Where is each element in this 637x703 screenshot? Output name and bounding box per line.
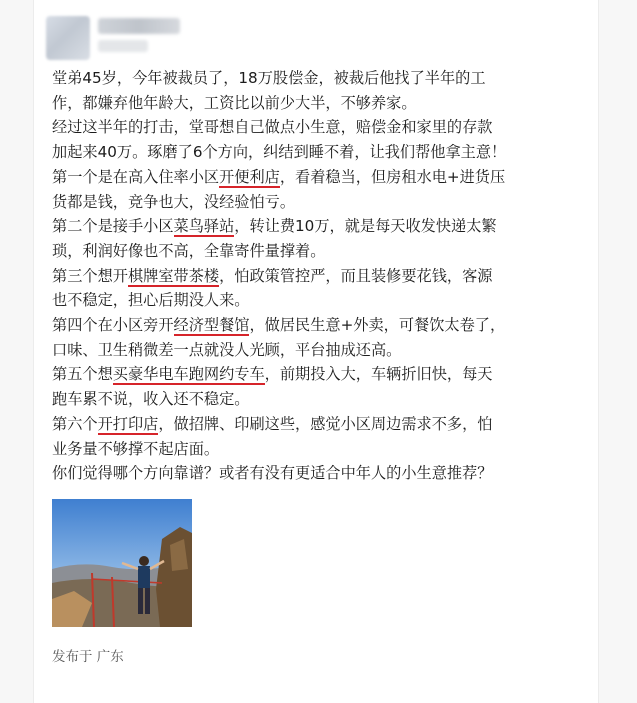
highlighted-phrase: 开便利店 [219, 167, 280, 186]
text-segment: 琐，利润好像也不高，全靠寄件量撑着。 [52, 241, 326, 260]
post-text-line [52, 313, 592, 338]
text-segment: ，前期投入大，车辆折旧快，每天 [264, 365, 493, 384]
text-segment: 堂弟45岁，今年被裁员了，18万股偿金，被裁后他找了半年的工 [52, 69, 486, 87]
post-text-line [52, 288, 592, 313]
text-segment: 第六个 [52, 414, 98, 433]
text-segment: 加起来40万。琢磨了6个方向，纠结到睡不着，让我们帮他拿主意！ [52, 143, 507, 162]
text-segment: 你们觉得哪个方向靠谱？或者有没有更适合中年人的小生意推荐？ [52, 464, 493, 483]
text-segment: 经过这半年的打击，堂哥想自己做点小生意，赔偿金和家里的存款 [52, 118, 493, 137]
text-segment: 第五个想 [52, 365, 113, 384]
text-segment: 也不稳定，担心后期没人来。 [52, 291, 250, 310]
highlighted-phrase: 买豪华电车跑网约专车 [112, 365, 265, 384]
text-segment: 跑车累不说，收入还不稳定。 [52, 390, 250, 409]
text-segment: 口味、卫生稍微差一点就没人光顾，平台抽成还高。 [52, 340, 402, 359]
post-text-line [52, 66, 592, 91]
text-segment: 第二个是接手小区 [52, 217, 174, 236]
text-segment: 作，都嫌弃他年龄大，工资比以前少大半，不够养家。 [52, 93, 417, 112]
post-location: 发布于 广东 [52, 649, 124, 665]
post-text-line [52, 362, 592, 387]
post-text-line [52, 412, 592, 437]
post-text-line [52, 165, 592, 190]
post-text-line [52, 214, 592, 239]
text-segment: ，做居民生意+外卖，可餐饮太卷了， [249, 316, 506, 335]
highlighted-phrase: 棋牌室带茶楼 [127, 266, 220, 285]
text-segment: ，看着稳当，但房租水电+进货压 [279, 167, 506, 186]
post-text-line [52, 239, 592, 264]
text-segment: 业务量不够撑不起店面。 [52, 439, 220, 458]
post-photo[interactable] [52, 499, 192, 627]
author-name[interactable] [98, 18, 180, 34]
text-segment: 第一个是在高入住率小区 [52, 167, 220, 186]
post-text-line [52, 190, 592, 215]
author-meta [98, 40, 148, 52]
post-text-line [52, 387, 592, 412]
highlighted-phrase: 菜鸟驿站 [173, 217, 235, 236]
text-segment: ，怕政策管控严，而且装修要花钱，客源 [219, 266, 493, 285]
post-body [52, 66, 592, 486]
post-text-line [52, 437, 592, 462]
post-text-line [52, 461, 592, 486]
text-segment: ，做招牌、印刷这些，感觉小区周边需求不多，怕 [158, 414, 493, 433]
text-segment: 货都是钱，竞争也大，没经验怕亏。 [52, 192, 295, 211]
author-avatar[interactable] [46, 16, 90, 60]
text-segment: 第四个在小区旁开 [52, 316, 174, 335]
highlighted-phrase: 开打印店 [97, 414, 159, 433]
post-text-line [52, 264, 592, 289]
post-text-line [52, 91, 592, 116]
post-text-line [52, 115, 592, 140]
post-text-line [52, 140, 592, 165]
text-segment: ，转让费10万，就是每天收发快递太繁 [234, 217, 497, 236]
highlighted-phrase: 经济型餐馆 [173, 316, 250, 335]
text-segment: 第三个想开 [52, 266, 128, 285]
photo-illustration [52, 499, 192, 627]
post-text-line [52, 338, 592, 363]
